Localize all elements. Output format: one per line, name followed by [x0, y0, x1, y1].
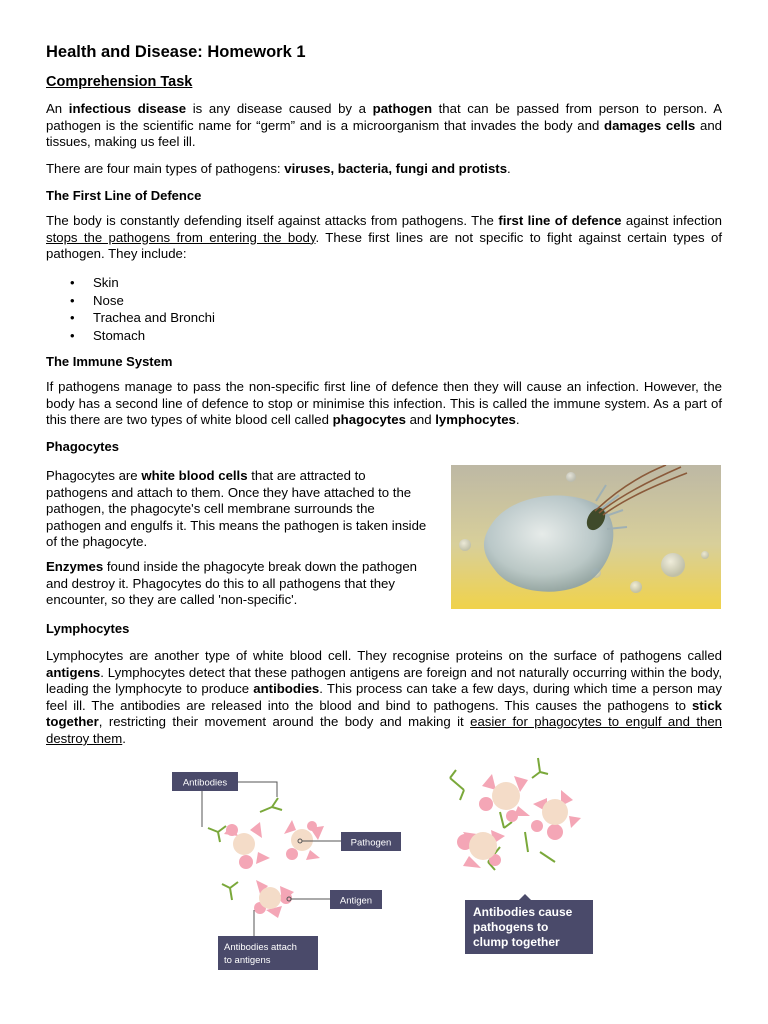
text-run: . These first lines are not specific to fight against certain types of pathogen. They include:: [46, 229, 722, 262]
bold-phrase: pathogen: [372, 101, 432, 116]
bold-phrase: lymphocytes: [435, 412, 516, 428]
pathogen-icons-left: [224, 820, 324, 918]
clump-label-line-1: Antibodies cause: [473, 905, 573, 919]
bold-phrase: first line of defence: [498, 213, 622, 228]
text-run: that can be passed from person to person. A pathogen is the scientific name for “germ” and is a microorganism that invades the body and: [46, 101, 722, 133]
antibodies-label: Antibodies: [182, 777, 228, 789]
intro-paragraph: [46, 101, 722, 151]
immune-system-heading: The Immune System: [46, 354, 173, 369]
bold-phrase: infectious disease: [68, 101, 187, 116]
text-run: .: [122, 730, 126, 746]
first-line-heading: The First Line of Defence: [46, 188, 202, 203]
pathogen-types-paragraph: [46, 161, 722, 178]
text-run: . Lymphocytes detect that these pathogen antigens are foreign and not naturally occurring within the body, leading the lymphocyte to produce: [46, 664, 722, 697]
text-run: that are attracted to pathogens and attach to them. Once they have attached to the pathogen, the phagocyte's cell membrane surrounds the pathogen and engulfs it. This means the pathogen is taken inside of the phagocyte.: [46, 468, 427, 550]
clumped-pathogens: [450, 758, 581, 870]
defence-list: [46, 274, 215, 344]
text-run: and tissues, making us feel ill.: [46, 117, 722, 150]
lymphocytes-heading: Lymphocytes: [46, 621, 130, 636]
phagocyte-illustration: [451, 465, 721, 609]
first-line-paragraph: [46, 213, 722, 263]
bold-phrase: viruses, bacteria, fungi and protists: [284, 161, 508, 176]
text-run: There are four main types of pathogens:: [46, 161, 285, 176]
phagocytes-heading: Phagocytes: [46, 439, 119, 454]
clump-label-line-2: pathogens to: [473, 920, 549, 934]
bold-phrase: phagocytes: [332, 412, 406, 428]
text-run: . This process can take a few days, during which time a person may feel ill. The antibodies are released into the blood and bind to pathogens. This causes the pathogens to: [46, 681, 722, 713]
attach-label-line-1: Antibodies attach: [224, 942, 297, 953]
antibody-label-group: [172, 772, 277, 827]
text-run: and: [405, 412, 436, 428]
text-run: , restricting their movement around the body and making it: [98, 714, 471, 730]
lymphocytes-paragraph: [46, 648, 722, 748]
bold-phrase: damages cells: [604, 117, 696, 133]
text-run: An: [46, 101, 69, 116]
antigen-label: Antigen: [339, 895, 373, 907]
text-run: If pathogens manage to pass the non-specific first line of defence then they will cause an infection. However, the body has a second line of defence to stop or minimise this infection. This is called the immune system. As a part of this there are two types of white blood cell called: [46, 379, 722, 428]
text-run: The body is constantly defending itself against attacks from pathogens. The: [46, 213, 499, 228]
text-run: Lymphocytes are another type of white blood cell. They recognise proteins on the surface of pathogens called: [46, 648, 722, 663]
clump-label-line-3: clump together: [473, 935, 560, 949]
text-run: Phagocytes are: [46, 468, 142, 483]
page-subtitle: Comprehension Task: [46, 74, 193, 90]
page-title: Health and Disease: Homework 1: [46, 43, 306, 61]
text-run: found inside the phagocyte break down the pathogen and destroy it. Phagocytes do this to all pathogens that they encounter, so they are called 'non-specific'.: [46, 559, 417, 608]
bold-phrase: white blood cells: [141, 468, 248, 483]
list-item: • Stomach: [46, 327, 215, 345]
bold-phrase: Enzymes: [46, 559, 104, 574]
list-item: • Nose: [46, 292, 215, 310]
text-run: .: [507, 161, 511, 176]
list-item: • Skin: [46, 274, 215, 292]
phagocytes-paragraph-1: [46, 468, 430, 551]
text-run: is any disease caused by a: [186, 101, 373, 116]
bold-phrase: antigens: [46, 664, 101, 680]
text-run: against infection: [621, 213, 722, 228]
pathogen-label: Pathogen: [350, 837, 392, 849]
immune-system-paragraph: [46, 379, 722, 429]
underlined-phrase: easier for phagocytes to engulf and then destroy them: [46, 714, 722, 746]
attach-label-line-2: to antigens: [224, 955, 271, 966]
bold-phrase: antibodies: [253, 681, 320, 697]
antibody-diagram: [160, 752, 600, 977]
text-run: .: [515, 412, 520, 428]
list-item: • Trachea and Bronchi: [46, 309, 215, 327]
bold-phrase: stick together: [46, 697, 722, 730]
underlined-phrase: stops the pathogens from entering the body: [46, 229, 316, 245]
phagocyte-photo: [451, 465, 721, 609]
phagocytes-paragraph-2: [46, 559, 430, 609]
